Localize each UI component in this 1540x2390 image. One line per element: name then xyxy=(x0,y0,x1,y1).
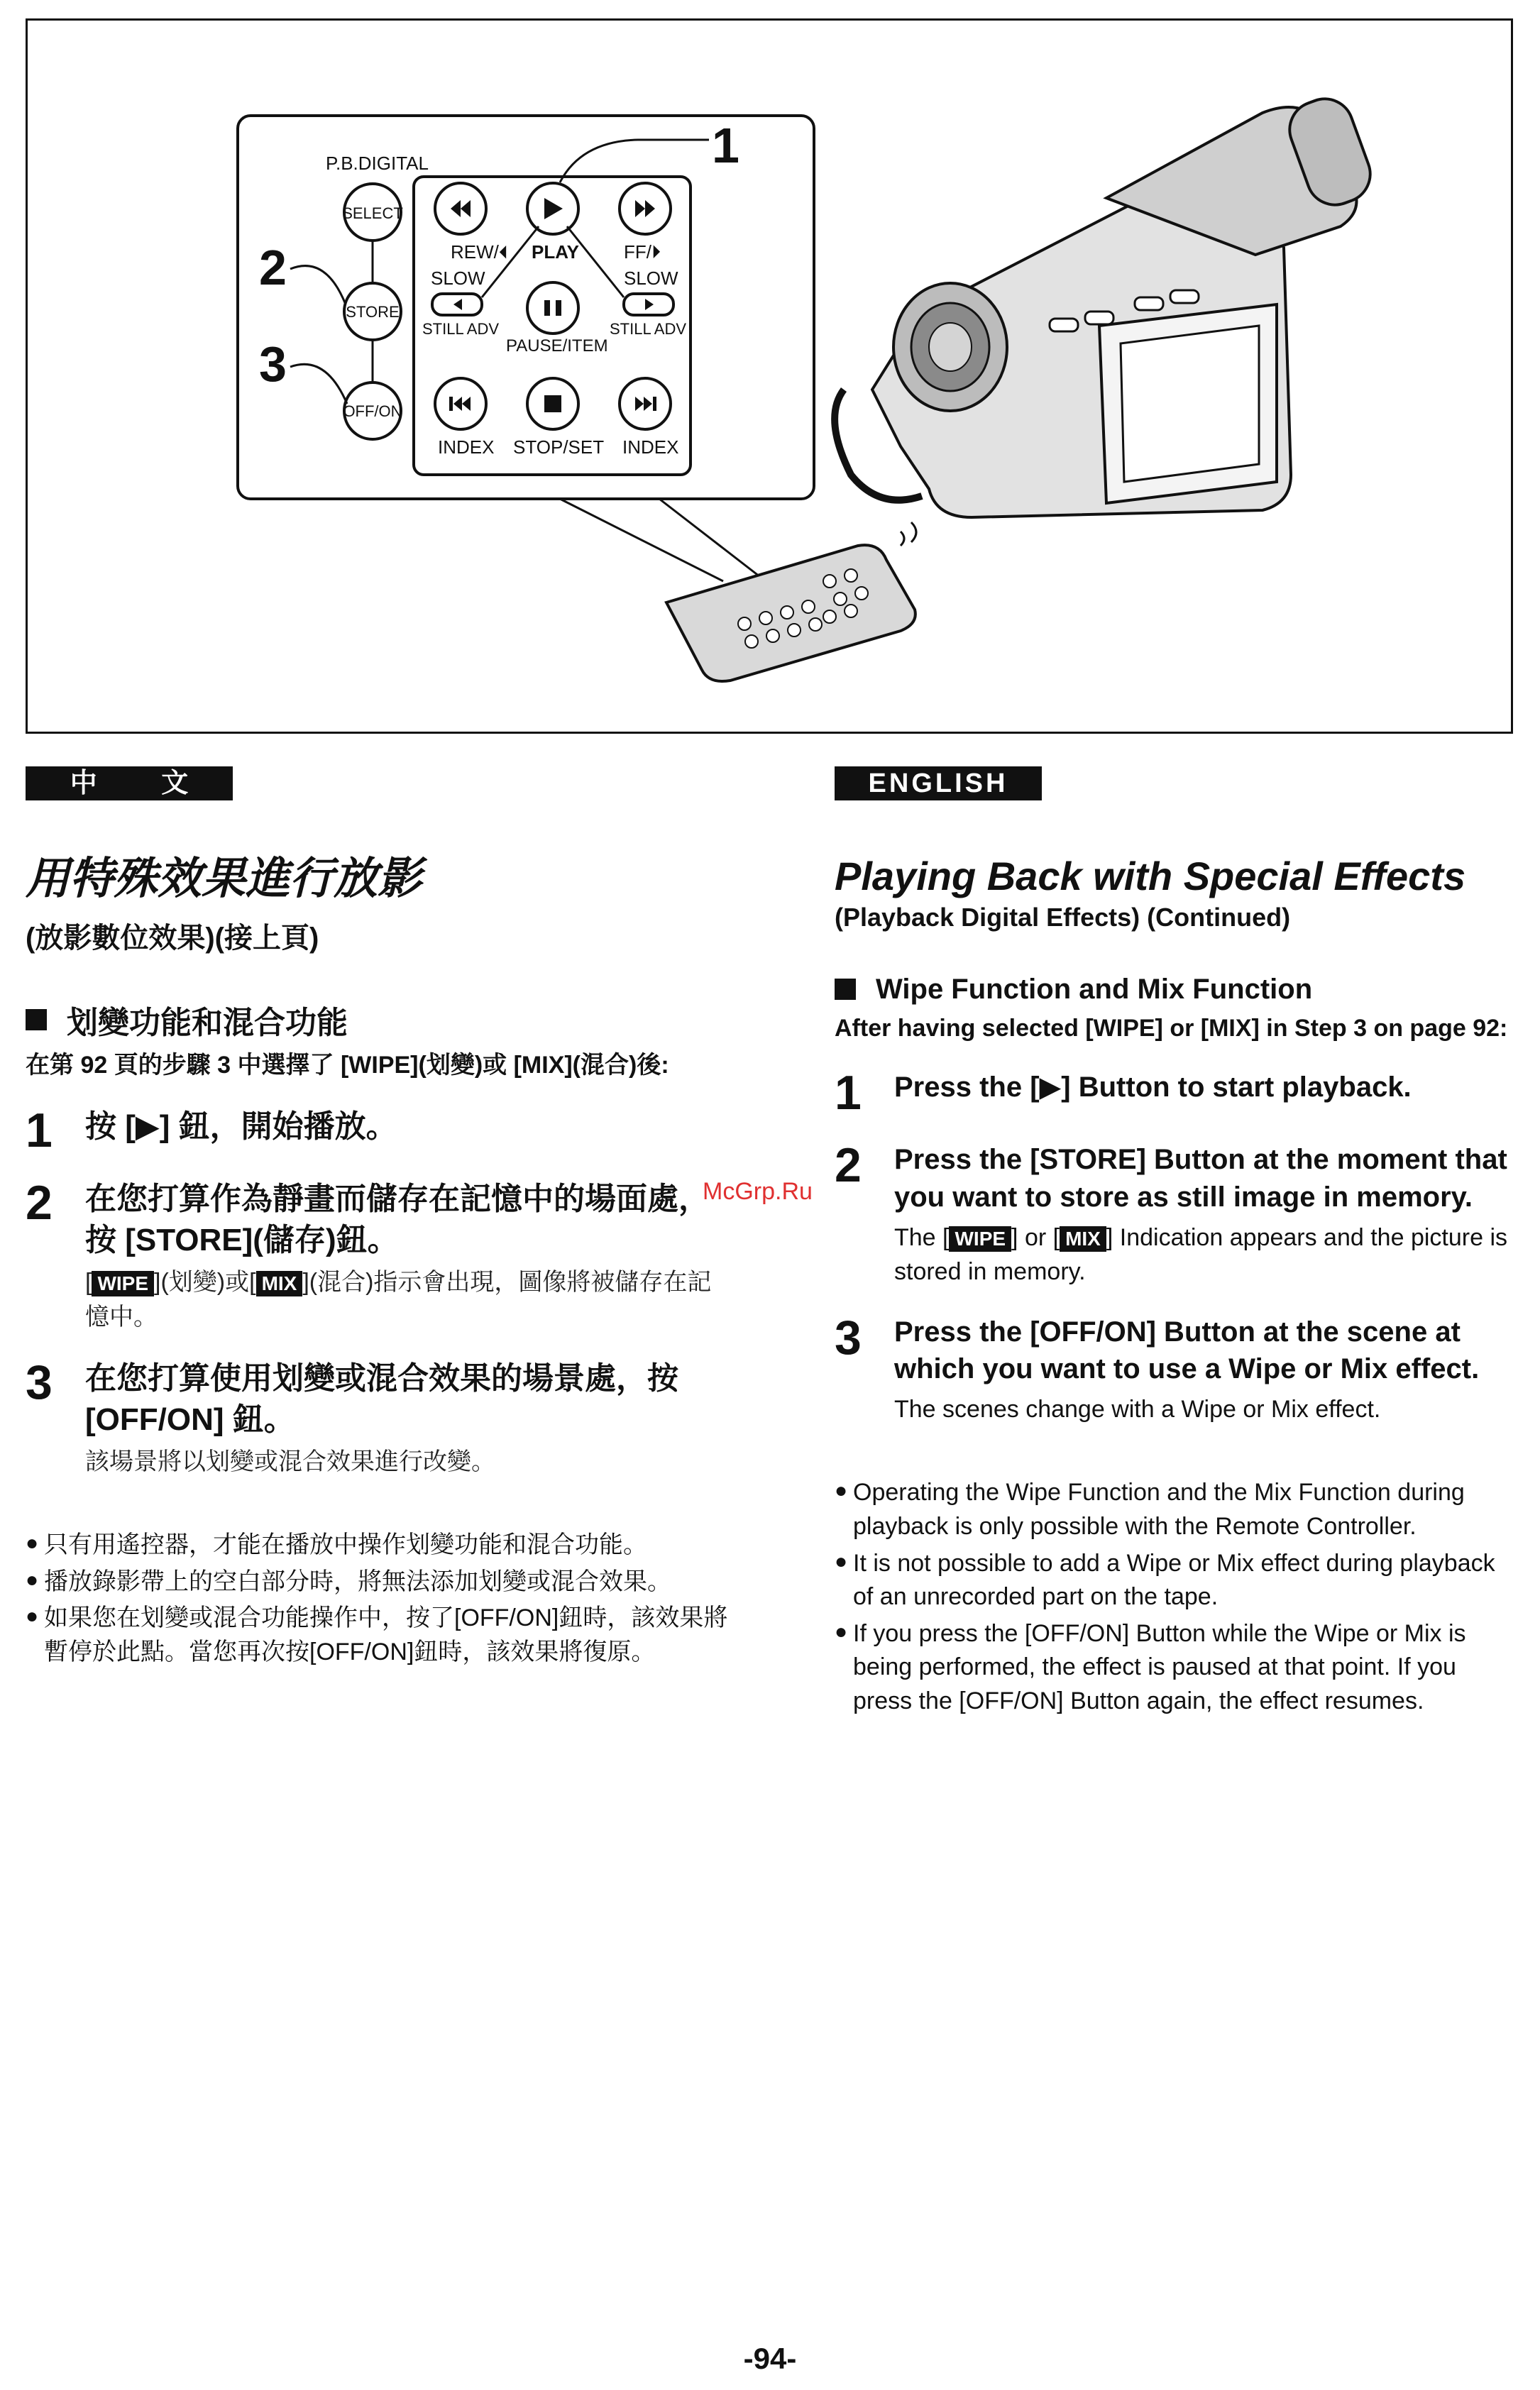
callout-2: 2 xyxy=(259,240,287,295)
play-label: PLAY xyxy=(532,241,579,263)
wipe-badge: WIPE xyxy=(92,1271,154,1296)
bullet-dot-icon: ● xyxy=(835,1479,848,1503)
step-instruction: 在您打算使用划變或混合效果的場景處，按 [OFF/ON] 鈕。 xyxy=(85,1360,678,1437)
note-item: ● 播放錄影帶上的空白部分時，將無法添加划變或混合效果。 xyxy=(26,1565,735,1599)
remote-controller-drawing xyxy=(666,522,916,681)
still-adv-right-label: STILL ADV xyxy=(610,320,687,338)
english-subtitle: (Playback Digital Effects) (Continued) xyxy=(835,902,1291,932)
step-number: 1 xyxy=(26,1103,53,1158)
chinese-title: 用特殊效果進行放影 xyxy=(26,852,422,904)
bullet-dot-icon: ● xyxy=(26,1531,39,1555)
watermark: McGrp.Ru xyxy=(703,1178,813,1205)
note-item: ● If you press the [OFF/ON] Button while the Wipe or Mix is being performed, the effect is paused at that point. If you press the [OFF/ON] Button again, the effect resumes. xyxy=(835,1617,1516,1719)
callout-1: 1 xyxy=(712,118,739,173)
index-left-label: INDEX xyxy=(438,436,495,458)
slow-right-label: SLOW xyxy=(624,268,678,289)
english-section-heading xyxy=(835,974,1516,1006)
pause-icon xyxy=(544,300,550,316)
note-item: ● 只有用遙控器，才能在播放中操作划變功能和混合功能。 xyxy=(26,1529,735,1563)
select-label: SELECT xyxy=(342,204,403,222)
stop-set-label: STOP/SET xyxy=(513,436,605,458)
bullet-dot-icon: ● xyxy=(835,1549,848,1573)
pause-button[interactable] xyxy=(527,282,578,334)
square-bullet-icon xyxy=(835,979,856,1000)
chinese-section-intro: 在第 92 頁的步驟 3 中選擇了 [WIPE](划變)或 [MIX](混合)後: xyxy=(26,1052,669,1079)
chinese-language-tag: 中 文 xyxy=(26,766,233,800)
english-column xyxy=(835,766,1516,1719)
english-title: Playing Back with Special Effects xyxy=(835,854,1466,898)
chinese-section-heading-text: 划變功能和混合功能 xyxy=(67,1006,348,1041)
bullet-dot-icon: ● xyxy=(835,1619,848,1643)
step-instruction: Press the [STORE] Button at the moment that you want to store as still image in memory. xyxy=(894,1144,1507,1213)
note-item: ● Operating the Wipe Function and the Mix Function during playback is only possible with the Remote Controller. xyxy=(835,1476,1516,1543)
chinese-step-1 xyxy=(26,1103,735,1158)
step-instruction: 在您打算作為靜畫而儲存在記憶中的場面處，按 [STORE](儲存)鈕。 xyxy=(85,1182,710,1258)
stop-icon xyxy=(544,395,561,412)
english-language-tag: ENGLISH xyxy=(835,766,1042,800)
mix-badge: MIX xyxy=(1060,1226,1106,1252)
step-note: 該場景將以划變或混合效果進行改變。 xyxy=(85,1448,495,1475)
pb-digital-label: P.B.DIGITAL xyxy=(326,153,429,174)
bullet-dot-icon: ● xyxy=(26,1604,39,1629)
illustration-frame xyxy=(26,18,1513,734)
step-number: 2 xyxy=(835,1138,862,1193)
pause-item-label: PAUSE/ITEM xyxy=(506,336,608,356)
chinese-notes xyxy=(26,1529,735,1669)
step-instruction: 按 [▶] 鈕，開始播放。 xyxy=(85,1109,397,1145)
chinese-subtitle: (放影數位效果)(接上頁) xyxy=(26,923,319,954)
english-step-2 xyxy=(835,1138,1516,1289)
slow-left-label: SLOW xyxy=(431,268,485,289)
callout-3: 3 xyxy=(259,336,287,392)
rew-label: REW/⏴ xyxy=(451,241,508,263)
still-adv-left-label: STILL ADV xyxy=(422,320,500,338)
chinese-column xyxy=(26,766,735,1670)
mix-badge: MIX xyxy=(256,1271,303,1296)
note-item: ● 如果您在划變或混合功能操作中，按了[OFF/ON]鈕時，該效果將暫停於此點。當您再次按[OFF/ON]鈕時，該效果將復原。 xyxy=(26,1602,735,1669)
english-step-3 xyxy=(835,1310,1516,1427)
step-instruction: Press the [▶] Button to start playback. xyxy=(894,1072,1412,1103)
ff-label: FF/⏵ xyxy=(624,241,661,263)
store-label: STORE xyxy=(346,303,400,321)
step-number: 3 xyxy=(835,1310,862,1365)
wipe-badge: WIPE xyxy=(949,1226,1011,1252)
remote-and-camcorder-illustration xyxy=(28,21,1515,736)
step-number: 3 xyxy=(26,1355,53,1409)
camcorder-drawing xyxy=(835,91,1378,517)
chinese-step-3 xyxy=(26,1355,735,1479)
step-number: 2 xyxy=(26,1176,53,1230)
bullet-dot-icon: ● xyxy=(26,1568,39,1592)
step-note: [ WIPE ](划變)或[ MIX ](混合)指示會出現，圖像將被儲存在記憶中。 xyxy=(85,1269,712,1331)
square-bullet-icon xyxy=(26,1009,47,1030)
off-on-label: OFF/ON xyxy=(343,402,402,420)
step-note: The scenes change with a Wipe or Mix effect. xyxy=(894,1396,1381,1423)
step-number: 1 xyxy=(835,1066,862,1120)
step-instruction: Press the [OFF/ON] Button at the scene at which you want to use a Wipe or Mix effect. xyxy=(894,1316,1480,1385)
english-step-1 xyxy=(835,1066,1516,1120)
note-item: ● It is not possible to add a Wipe or Mix effect during playback of an unrecorded part on the tape. xyxy=(835,1547,1516,1614)
english-section-intro: After having selected [WIPE] or [MIX] in Step 3 on page 92: xyxy=(835,1014,1508,1042)
chinese-step-2 xyxy=(26,1176,735,1334)
page-number: -94- xyxy=(743,2342,797,2375)
chinese-section-heading xyxy=(26,997,735,1042)
english-notes xyxy=(835,1476,1516,1718)
index-right-label: INDEX xyxy=(622,436,679,458)
english-section-heading-text: Wipe Function and Mix Function xyxy=(876,973,1313,1005)
step-note: The [ WIPE ] or [ MIX ] Indication appears and the picture is stored in memory. xyxy=(894,1224,1507,1286)
